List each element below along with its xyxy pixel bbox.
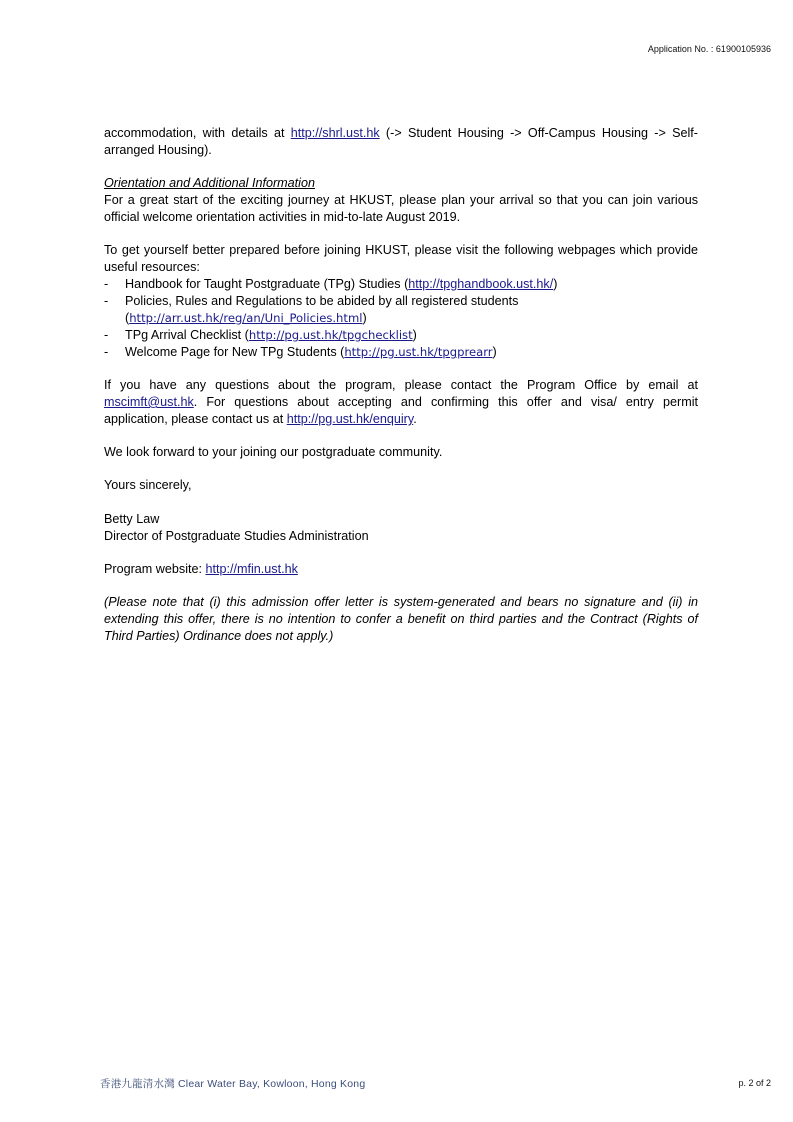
resources-list	[104, 276, 698, 361]
housing-text: accommodation, with details at	[104, 126, 291, 140]
letter-body	[104, 125, 698, 645]
resources-intro: To get yourself better prepared before joining HKUST, please visit the following webpages which provide useful resources:	[104, 243, 698, 274]
program-website: Program website: http://mfin.ust.hk	[104, 562, 298, 576]
program-website-link[interactable]: http://mfin.ust.hk	[205, 562, 298, 576]
housing-paragraph	[104, 125, 698, 159]
disclaimer-note: (Please note that (i) this admission offer letter is system-generated and bears no signature and (ii) in extending this offer, there is no intention to confer a benefit on third parties and the Contract (Rights of Third Parties) Ordinance does not apply.)	[104, 595, 698, 643]
page-number: p. 2 of 2	[738, 1078, 771, 1088]
housing-link[interactable]: http://shrl.ust.hk	[290, 126, 380, 140]
arrival-checklist-link[interactable]: http://pg.ust.hk/tpgchecklist	[248, 328, 413, 342]
enquiry-link[interactable]: http://pg.ust.hk/enquiry	[286, 412, 414, 426]
welcome-page-link[interactable]: http://pg.ust.hk/tpgprearr	[344, 345, 493, 359]
application-number: Application No. : 61900105936	[647, 44, 771, 54]
list-item: - TPg Arrival Checklist (http://pg.ust.hk/tpgchecklist)	[104, 328, 417, 342]
signer-title: Director of Postgraduate Studies Administration	[104, 529, 369, 543]
contact-paragraph: If you have any questions about the program, please contact the Program Office by email at mscimft@ust.hk. For questions about accepting and confirming this offer and visa/ entry permit application, please contact us at http://pg.ust.hk/enquiry.	[104, 378, 698, 426]
orientation-heading: Orientation and Additional Information	[104, 176, 315, 190]
orientation-body: For a great start of the exciting journey at HKUST, please plan your arrival so that you can join various official welcome orientation activities in mid-to-late August 2019.	[104, 193, 698, 224]
list-item: - Policies, Rules and Regulations to be abided by all registered students (http://arr.ust.hk/reg/an/Uni_Policies.html)	[104, 294, 519, 325]
look-forward-text: We look forward to your joining our postgraduate community.	[104, 445, 443, 459]
list-item: - Handbook for Taught Postgraduate (TPg) Studies (http://tpghandbook.ust.hk/)	[104, 277, 558, 291]
housing-path-text: (-> Student Housing -> Off-Campus Housing -> Self-arranged Housing).	[104, 126, 698, 157]
tpg-handbook-link[interactable]: http://tpghandbook.ust.hk/	[408, 277, 554, 291]
policies-link[interactable]: http://arr.ust.hk/reg/an/Uni_Policies.html	[129, 311, 363, 325]
footer-address: 香港九龍清水灣 Clear Water Bay, Kowloon, Hong Kong	[100, 1078, 366, 1090]
yours-sincerely: Yours sincerely,	[104, 478, 192, 492]
list-item: - Welcome Page for New TPg Students (http://pg.ust.hk/tpgprearr)	[104, 345, 497, 359]
program-email-link[interactable]: mscimft@ust.hk	[104, 395, 194, 409]
signer-name: Betty Law	[104, 512, 160, 526]
